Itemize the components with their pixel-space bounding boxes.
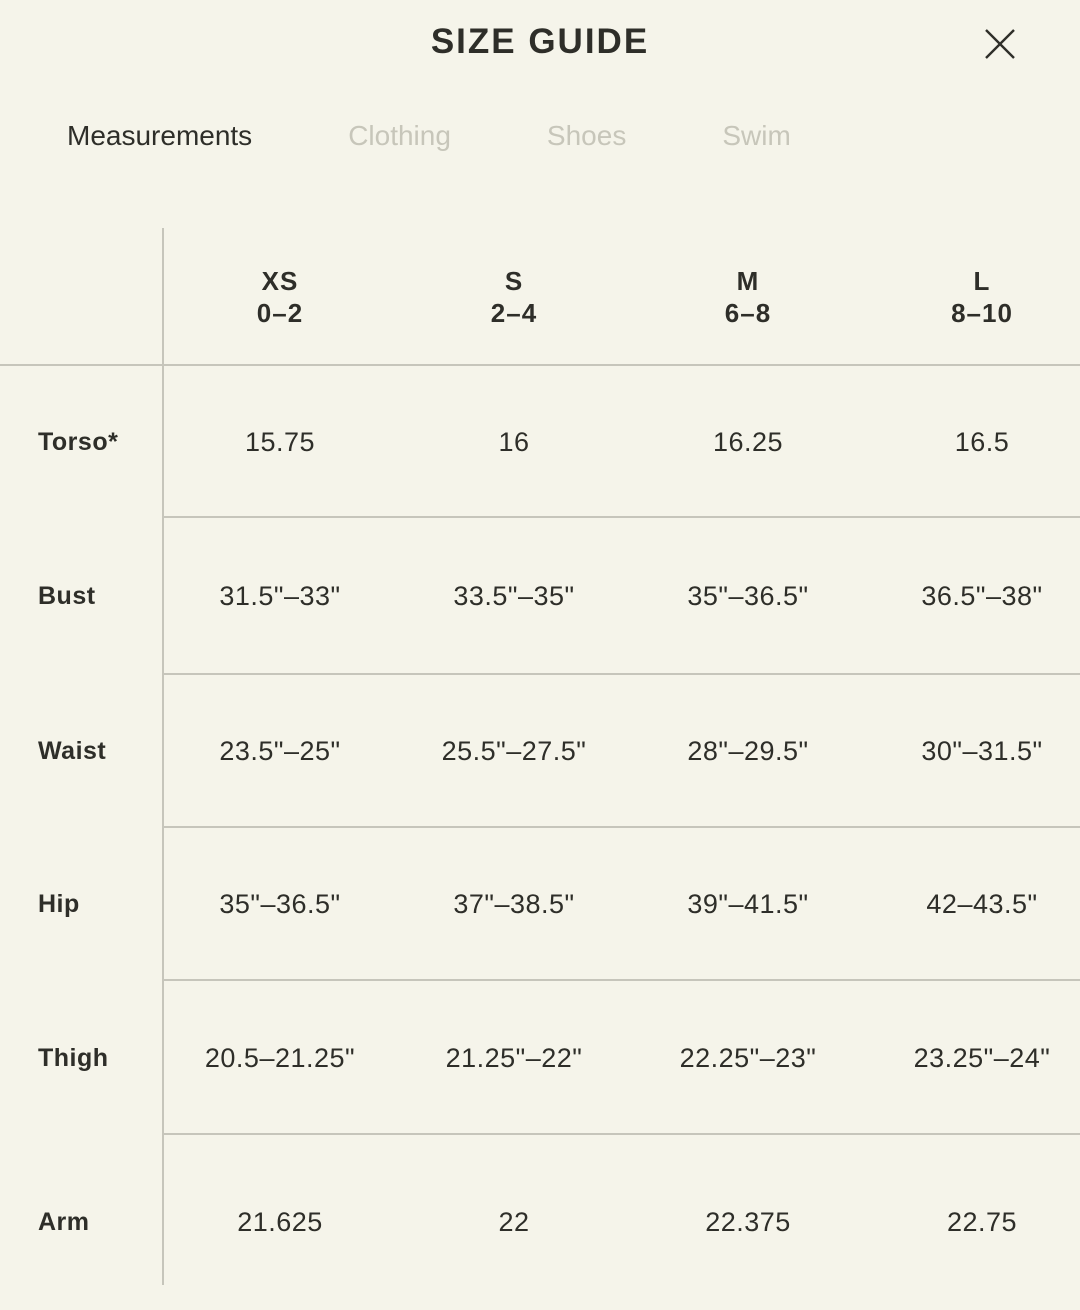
size-code: L (973, 265, 991, 296)
size-code: S (504, 265, 524, 296)
tab-clothing[interactable]: Clothing (348, 120, 451, 151)
size-range: 2–4 (490, 298, 538, 328)
cell-arm-xs: 21.625 (237, 1207, 323, 1237)
tab-swim[interactable]: Swim (722, 120, 791, 151)
corner-cell (0, 228, 163, 366)
tab-bar (67, 120, 791, 152)
cell-bust-s: 33.5"–35" (453, 581, 575, 611)
cell-waist-xs: 23.5"–25" (219, 736, 341, 766)
tab-measurements[interactable]: Measurements (67, 120, 253, 151)
cell-hip-m: 39"–41.5" (687, 889, 809, 919)
page-title: SIZE GUIDE (430, 22, 650, 61)
cell-thigh-m: 22.25"–23" (679, 1042, 817, 1073)
cell-thigh-s: 21.25"–22" (445, 1042, 583, 1073)
cell-waist-m: 28"–29.5" (687, 736, 809, 766)
column-header-xs (163, 228, 397, 366)
cell-hip-xs: 35"–36.5" (219, 889, 341, 919)
cell-hip-s: 37"–38.5" (453, 889, 575, 919)
cell-arm-l: 22.75 (946, 1207, 1018, 1237)
row-label-torso: Torso* (38, 427, 119, 456)
close-icon (982, 26, 1018, 62)
cell-torso-l: 16.5 (954, 426, 1010, 457)
row-label-thigh: Thigh (38, 1043, 109, 1072)
row-label-bust: Bust (38, 582, 96, 610)
cell-arm-m: 22.375 (705, 1207, 791, 1237)
cell-bust-l: 36.5"–38" (921, 581, 1043, 611)
row-label-waist: Waist (38, 737, 107, 765)
cell-thigh-xs: 20.5–21.25" (204, 1042, 356, 1073)
measurements-table (0, 228, 1080, 1310)
tab-shoes[interactable]: Shoes (546, 120, 627, 151)
cell-torso-s: 16 (498, 426, 530, 457)
cell-thigh-l: 23.25"–24" (913, 1042, 1051, 1073)
cell-bust-m: 35"–36.5" (687, 581, 809, 611)
cell-hip-l: 42–43.5" (926, 889, 1038, 919)
row-label-arm: Arm (38, 1208, 90, 1236)
size-range: 6–8 (724, 298, 772, 328)
close-button[interactable] (978, 22, 1022, 66)
cell-waist-l: 30"–31.5" (921, 736, 1043, 766)
column-header-s (397, 228, 631, 366)
size-code: XS (261, 265, 299, 296)
size-range: 0–2 (256, 298, 304, 328)
cell-torso-m: 16.25 (712, 426, 784, 457)
column-header-m (631, 228, 865, 366)
column-header-l (865, 228, 1080, 366)
cell-torso-xs: 15.75 (244, 426, 316, 457)
size-range: 8–10 (951, 298, 1013, 328)
cell-bust-xs: 31.5"–33" (219, 581, 341, 611)
size-code: M (736, 265, 760, 296)
row-label-hip: Hip (38, 890, 80, 918)
cell-arm-s: 22 (498, 1207, 530, 1237)
cell-waist-s: 25.5"–27.5" (441, 736, 587, 766)
